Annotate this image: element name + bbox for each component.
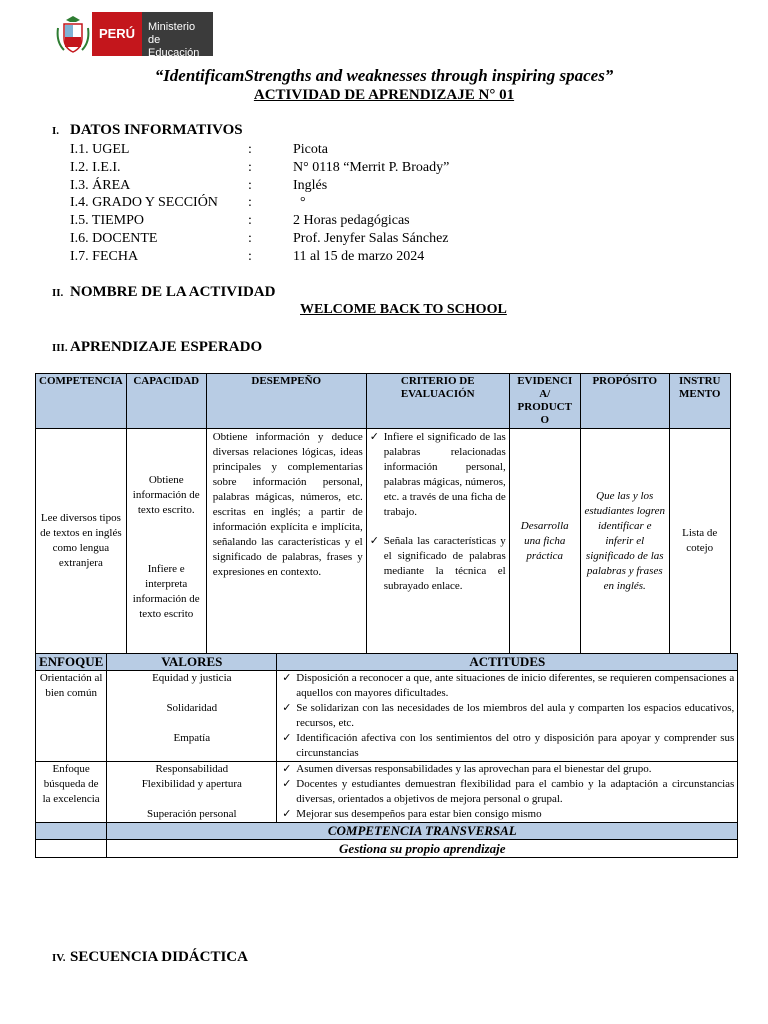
actitud-item: ✓ Docentes y estudiantes demuestran flexibilidad para el cambio y la adaptación a circunstancias diversas, orientados a objetivos de mejora personal o grupal. (282, 777, 734, 807)
table-row (36, 671, 738, 762)
info-colon: : (248, 142, 252, 157)
section-title: APRENDIZAJE ESPERADO (70, 339, 263, 355)
header-evidencia: EVIDENCI A/ PRODUCT O (509, 374, 580, 429)
cell-actitudes (277, 671, 738, 762)
info-label: I.4. GRADO Y SECCIÓN (70, 195, 218, 210)
cell-valores (107, 671, 277, 762)
valor-item: Equidad y justicia (152, 672, 232, 684)
info-label: I.7. FECHA (70, 249, 139, 264)
info-colon: : (248, 178, 252, 193)
cell-instrumento: Lista de cotejo (669, 429, 730, 654)
section-title: DATOS INFORMATIVOS (70, 122, 243, 138)
section-title: NOMBRE DE LA ACTIVIDAD (70, 284, 276, 300)
criterio-item: ✓ Señala las características y el significado de palabras mediante la técnica el subrayado enlace. (370, 534, 506, 594)
info-label: I.6. DOCENTE (70, 231, 158, 246)
logo-ministry-line2: de Educación (148, 34, 200, 59)
valor-item: Flexibilidad y apertura (141, 778, 242, 790)
cell-evidencia: Desarrolla una ficha práctica (509, 429, 580, 654)
info-label: I.3. ÁREA (70, 178, 131, 193)
info-value: Picota (293, 142, 328, 157)
info-value: 11 al 15 de marzo 2024 (293, 249, 425, 264)
activity-name: WELCOME BACK TO SCHOOL (300, 302, 507, 317)
info-value: 2 Horas pedagógicas (293, 213, 410, 228)
info-row-tiempo (70, 212, 590, 230)
cell-enfoque: Enfoque búsqueda de la excelencia (36, 762, 107, 823)
section-title: SECUENCIA DIDÁCTICA (70, 949, 248, 965)
header-instrumento: INSTRU MENTO (669, 374, 730, 429)
document-subtitle: ACTIVIDAD DE APRENDIZAJE N° 01 (253, 87, 515, 103)
criterio-item: ✓ Infiere el significado de las palabras relacionadas información personal, palabras mágicas, números, etc. a través de una ficha de trabajo. (370, 430, 506, 520)
section-number: I. (52, 125, 60, 137)
valor-item: Superación personal (147, 808, 237, 820)
info-label: I.2. I.E.I. (70, 160, 121, 175)
header-competencia: COMPETENCIA (36, 374, 127, 429)
info-value: Inglés (293, 178, 328, 193)
info-row-docente (70, 230, 590, 248)
coat-of-arms-icon (56, 12, 90, 56)
info-label: I.5. TIEMPO (70, 213, 145, 228)
cell-proposito: Que las y los estudiantes logren identificar e inferir el significado de las palabras y frases en inglés. (580, 429, 669, 654)
valor-item: Responsabilidad (155, 763, 229, 775)
logo-ministry (142, 12, 213, 59)
section-number: II. (52, 287, 64, 299)
info-row-grado (70, 194, 590, 212)
info-value: N° 0118 “Merrit P. Broady” (293, 160, 450, 175)
cell-criterio (366, 429, 509, 654)
cell-valores (107, 762, 277, 823)
info-row-area (70, 177, 590, 195)
section-heading-nombre (52, 284, 275, 301)
transversal-value: Gestiona su propio aprendizaje (107, 840, 738, 858)
values-table (35, 653, 738, 858)
header-desempeno: DESEMPEÑO (206, 374, 366, 429)
cell-capacidad (126, 429, 206, 654)
info-colon: : (248, 160, 252, 175)
info-colon: : (248, 249, 252, 264)
learning-table (35, 373, 731, 654)
transversal-title: COMPETENCIA TRANSVERSAL (107, 823, 738, 840)
table-row (36, 762, 738, 823)
section-number: IV. (52, 952, 66, 964)
section-heading-datos (52, 122, 243, 139)
section-number: III. (52, 342, 68, 354)
table-row (36, 429, 731, 654)
info-row-ugel (70, 141, 590, 159)
actitud-item: ✓ Se solidarizan con las necesidades de los miembros del aula y comparten los espacios educativos, recursos, etc. (282, 701, 734, 731)
info-colon: : (248, 195, 252, 210)
header-enfoque: ENFOQUE (36, 654, 107, 671)
table-header-row (36, 374, 731, 429)
info-colon: : (248, 213, 252, 228)
header-capacidad: CAPACIDAD (126, 374, 206, 429)
transversal-blank-cell (36, 840, 107, 858)
actitud-item: ✓ Asumen diversas responsabilidades y las aprovechan para el bienestar del grupo. (282, 762, 734, 777)
info-row-iei (70, 159, 590, 177)
header-criterio: CRITERIO DE EVALUACIÓN (366, 374, 509, 429)
info-colon: : (248, 231, 252, 246)
header-proposito: PROPÓSITO (580, 374, 669, 429)
info-value: ° (293, 195, 306, 210)
actitud-item: ✓ Mejorar sus desempeños para estar bien consigo mismo (282, 807, 734, 822)
section-heading-secuencia (52, 949, 248, 966)
capacidad-item: Obtiene información de texto escrito. (132, 474, 200, 516)
cell-competencia: Lee diversos tipos de textos en inglés como lengua extranjera (36, 429, 127, 654)
transversal-header-row (36, 823, 738, 840)
cell-desempeno: Obtiene información y deduce diversas relaciones lógicas, ideas principales y complementarias sobre información personal, palabras mágicas, números, etc. escritas en inglés; a partir de información explícita e implícita, señalando las características y el significado de palabras, frases y expresiones en contexto. (206, 429, 366, 654)
transversal-value-row (36, 840, 738, 858)
capacidad-item: Infiere e interpreta información de texto escrito (132, 563, 200, 620)
header-valores: VALORES (107, 654, 277, 671)
info-label: I.1. UGEL (70, 142, 130, 157)
logo-ministry-line1: Ministerio (148, 21, 196, 33)
info-value: Prof. Jenyfer Salas Sánchez (293, 231, 449, 246)
header-actitudes: ACTITUDES (277, 654, 738, 671)
actitud-item: ✓ Disposición a reconocer a que, ante situaciones de inicio diferentes, se requieren compensaciones a aquellos con mayores dificultades. (282, 671, 734, 701)
cell-actitudes (277, 762, 738, 823)
valor-item: Empatía (173, 732, 211, 744)
info-row-fecha (70, 248, 590, 266)
ministry-logo (56, 12, 213, 59)
transversal-blank-cell (36, 823, 107, 840)
section-heading-aprendizaje (52, 339, 262, 356)
actitud-item: ✓ Identificación afectiva con los sentimientos del otro y disposición para apoyar y comprender sus circunstancias (282, 731, 734, 761)
cell-enfoque: Orientación al bien común (36, 671, 107, 762)
values-header-row (36, 654, 738, 671)
document-title: “IdentificamStrengths and weaknesses through inspiring spaces” (154, 66, 614, 85)
logo-country: PERÚ (92, 12, 142, 56)
valor-item: Solidaridad (166, 702, 218, 714)
